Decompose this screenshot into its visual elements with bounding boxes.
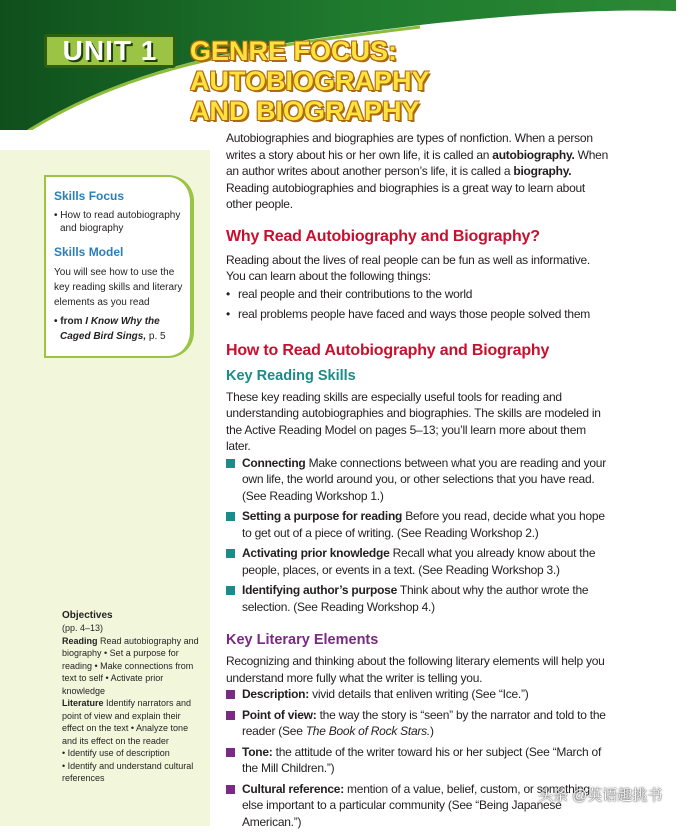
page-margin: [676, 0, 699, 826]
objectives-extra-1: • Identify use of description: [62, 748, 170, 758]
list-item: [226, 455, 611, 505]
skill-text: Think about why the author wrote the selection. (See Reading Workshop 4.): [242, 583, 589, 614]
literary-text: the way the story is “seen” by the narrator and told to the reader (See: [242, 707, 606, 738]
why-heading: Why Read Autobiography and Biography?: [226, 227, 540, 245]
objectives-reading: [62, 635, 204, 698]
objectives-extra-2: • Identify and understand cultural references: [62, 760, 194, 783]
reading-skills-heading: Key Reading Skills: [226, 367, 356, 384]
book-title: The Book of Rock Stars.: [305, 724, 431, 738]
objectives-title: Objectives: [62, 610, 113, 621]
reading-label: Reading: [62, 635, 98, 646]
literary-text: vivid details that enliven writing (See “Ice.”): [309, 687, 529, 701]
square-bullet-icon: [226, 586, 235, 595]
reading-text: Read autobiography and biography • Set a purpose for reading • Make connections from text to self • Activate prior knowledge: [62, 635, 199, 696]
literary-elements-list: [226, 686, 611, 830]
square-bullet-icon: [226, 748, 235, 757]
why-bullet-text: real people and their contributions to the world: [238, 286, 473, 301]
how-heading: How to Read Autobiography and Biography: [226, 341, 550, 359]
square-bullet-icon: [226, 785, 235, 794]
main-content: [226, 130, 611, 834]
why-bullet: [226, 306, 611, 323]
list-item: [226, 508, 611, 541]
list-item: [226, 545, 611, 578]
list-item: [226, 707, 611, 740]
square-bullet-icon: [226, 459, 235, 468]
why-text: Reading about the lives of real people can be fun as well as informative. You can learn about the following things:: [226, 252, 590, 283]
list-item: [226, 582, 611, 615]
why-bullet: [226, 286, 611, 303]
intro-text-3: Reading autobiographies and biographies is a great way to learn about other people.: [226, 180, 586, 211]
skill-term: Activating prior knowledge: [242, 546, 390, 560]
skills-model-reference: [54, 314, 184, 344]
reading-skills-list: [226, 455, 611, 616]
skill-term: Setting a purpose for reading: [242, 509, 403, 523]
title-line-2: AUTOBIOGRAPHY: [190, 66, 430, 96]
literary-text: mention of a value, belief, custom, or something else important to a particular community (See “Being Japanese American.”): [242, 781, 590, 829]
objectives-pages: (pp. 4–13): [62, 623, 104, 633]
square-bullet-icon: [226, 512, 235, 521]
square-bullet-icon: [226, 549, 235, 558]
title-line-3: AND BIOGRAPHY: [190, 96, 420, 126]
reference-prefix: • from: [54, 316, 86, 327]
unit-label: UNIT 1: [44, 34, 176, 68]
literary-term: Tone:: [242, 744, 273, 759]
literary-term: Point of view:: [242, 707, 317, 722]
reference-page: p. 5: [146, 331, 166, 342]
page-title: [190, 36, 490, 126]
title-line-1: GENRE FOCUS:: [190, 36, 398, 66]
bullet-dot: •: [226, 286, 230, 301]
term-biography: biography.: [513, 164, 572, 178]
objectives-literature: [62, 697, 204, 747]
square-bullet-icon: [226, 690, 235, 699]
list-item: [226, 744, 611, 777]
literary-text: the attitude of the writer toward his or her subject (See “March of the Mill Children.”): [242, 744, 602, 775]
skill-text: Before you read, decide what you hope to get out of a piece of writing. (See Reading Workshop 2.): [242, 509, 605, 540]
square-bullet-icon: [226, 711, 235, 720]
reading-skills-intro: These key reading skills are especially useful tools for reading and understanding autobiographies and biographies. The skills are modeled in the Active Reading Model on pages 5–13; you’ll learn more about them later.: [226, 389, 601, 453]
skills-sidebar-box: [44, 175, 194, 358]
skill-text: Make connections between what you are reading and your own life, the world around you, or other selections that you have read. (See Reading Workshop 1.): [242, 455, 606, 503]
literary-term: Cultural reference:: [242, 781, 344, 796]
skill-term: Connecting: [242, 455, 306, 470]
literary-intro: Recognizing and thinking about the following literary elements will help you understand more fully what the writer is telling you.: [226, 654, 605, 685]
intro-text-1: Autobiographies and biographies are types of nonfiction. When a person writes a story about his or her own life, it is called an: [226, 131, 593, 162]
skills-focus-heading: Skills Focus: [54, 189, 125, 203]
skills-model-heading: Skills Model: [54, 245, 124, 259]
intro-paragraph: [226, 130, 611, 213]
term-autobiography: autobiography.: [492, 147, 575, 162]
literature-label: Literature: [62, 698, 104, 708]
why-bullet-text: real problems people have faced and ways those people solved them: [238, 307, 590, 321]
skills-focus-item: • How to read autobiography and biography: [54, 210, 181, 234]
skill-text: Recall what you already know about the people, places, or events in a text. (See Reading Workshop 3.): [242, 546, 596, 577]
literary-text-end: ): [430, 724, 434, 738]
skills-model-text: You will see how to use the key reading skills and literary elements as you read: [54, 267, 183, 308]
literary-elements-heading: Key Literary Elements: [226, 632, 379, 648]
intro-text-2: When an author writes about another person’s life, it is called a: [226, 147, 609, 178]
literature-text: Identify narrators and point of view and explain their effect on the text • Analyze tone and its effect on the reader: [62, 698, 192, 746]
reference-title: I Know Why the Caged Bird Sings,: [60, 316, 160, 342]
list-item: [226, 686, 611, 703]
skill-term: Identifying author’s purpose: [242, 583, 398, 597]
objectives-panel: [62, 609, 204, 785]
literary-term: Description:: [242, 687, 310, 701]
bullet-dot: •: [226, 307, 230, 321]
watermark: 头条 @英语趣挑书: [538, 787, 663, 804]
